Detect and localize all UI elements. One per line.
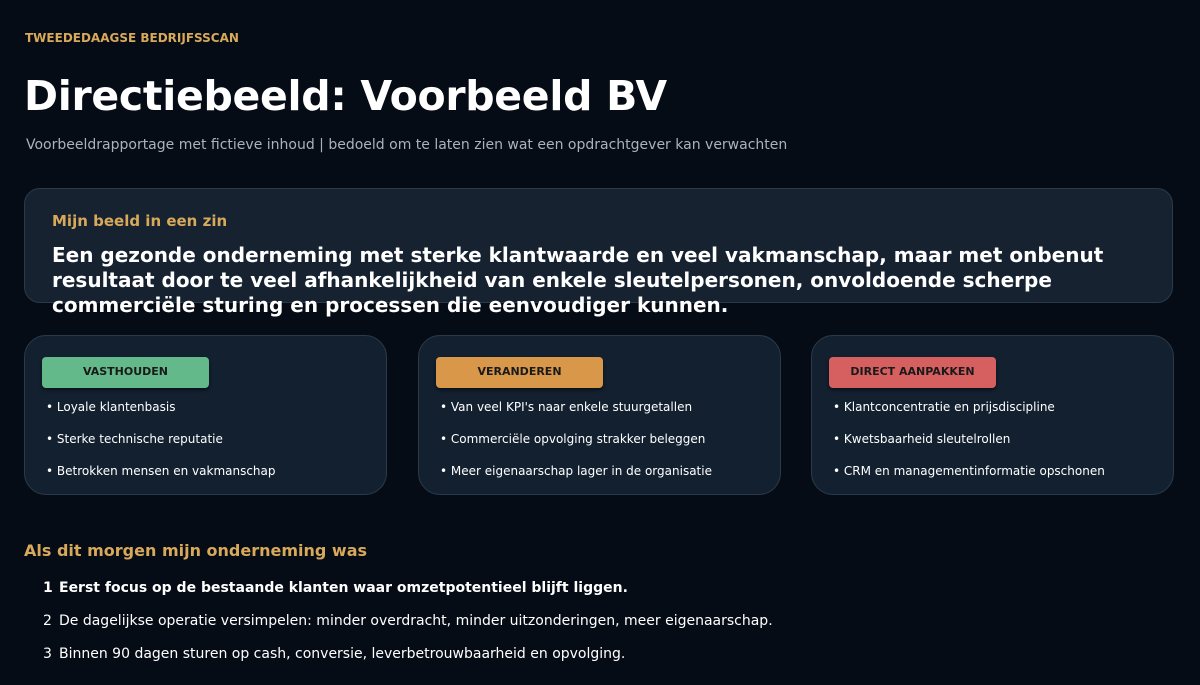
step-item xyxy=(43,611,773,644)
step-number: 2 xyxy=(43,613,52,629)
step-number: 3 xyxy=(43,646,52,662)
step-number: 1 xyxy=(43,580,53,596)
step-text: Eerst focus op de bestaande klanten waar omzetpotentieel blijft liggen. xyxy=(59,580,628,596)
page-title: Directiebeeld: Voorbeeld BV xyxy=(24,72,667,120)
step-text: De dagelijkse operatie versimpelen: minder overdracht, minder uitzonderingen, meer eigenaarschap. xyxy=(59,613,773,629)
summary-label: Mijn beeld in een zin xyxy=(52,212,228,230)
step-text: Binnen 90 dagen sturen op cash, conversie, leverbetrouwbaarheid en opvolging. xyxy=(59,646,626,662)
list-item: • Betrokken mensen en vakmanschap xyxy=(46,464,276,478)
list-item: • Van veel KPI's naar enkele stuurgetallen xyxy=(440,400,693,414)
card-list xyxy=(833,399,1168,495)
list-item: • Kwetsbaarheid sleutelrollen xyxy=(833,432,1011,446)
step-item xyxy=(43,644,773,677)
list-item: • Klantconcentratie en prijsdiscipline xyxy=(833,400,1055,414)
list-item: • Commerciële opvolging strakker beleggen xyxy=(440,432,706,446)
steps-list xyxy=(43,578,773,677)
card-vasthouden xyxy=(24,335,387,495)
section-title: Als dit morgen mijn onderneming was xyxy=(24,541,368,560)
card-list xyxy=(46,399,381,495)
step-item xyxy=(43,578,773,611)
list-item: • Loyale klantenbasis xyxy=(46,400,176,414)
badge-veranderen: VERANDEREN xyxy=(436,357,603,388)
card-direct-aanpakken xyxy=(811,335,1174,495)
eyebrow-label: TWEEDEDAAGSE BEDRIJFSSCAN xyxy=(25,31,239,45)
badge-vasthouden: VASTHOUDEN xyxy=(42,357,209,388)
list-item: • Meer eigenaarschap lager in de organisatie xyxy=(440,464,712,478)
badge-direct-aanpakken: DIRECT AANPAKKEN xyxy=(829,357,996,388)
summary-text: Een gezonde onderneming met sterke klantwaarde en veel vakmanschap, maar met onbenut resultaat door te veel afhankelijkheid van enkele sleutelpersonen, onvoldoende scherpe commerciële sturing en processen die eenvoudiger kunnen. xyxy=(52,243,1104,317)
card-veranderen xyxy=(418,335,781,495)
list-item: • Sterke technische reputatie xyxy=(46,432,223,446)
card-list xyxy=(440,399,775,495)
cards-row xyxy=(24,335,1174,495)
page-subtitle: Voorbeeldrapportage met fictieve inhoud | bedoeld om te laten zien wat een opdrachtgever kan verwachten xyxy=(26,137,788,153)
list-item: • CRM en managementinformatie opschonen xyxy=(833,464,1105,478)
